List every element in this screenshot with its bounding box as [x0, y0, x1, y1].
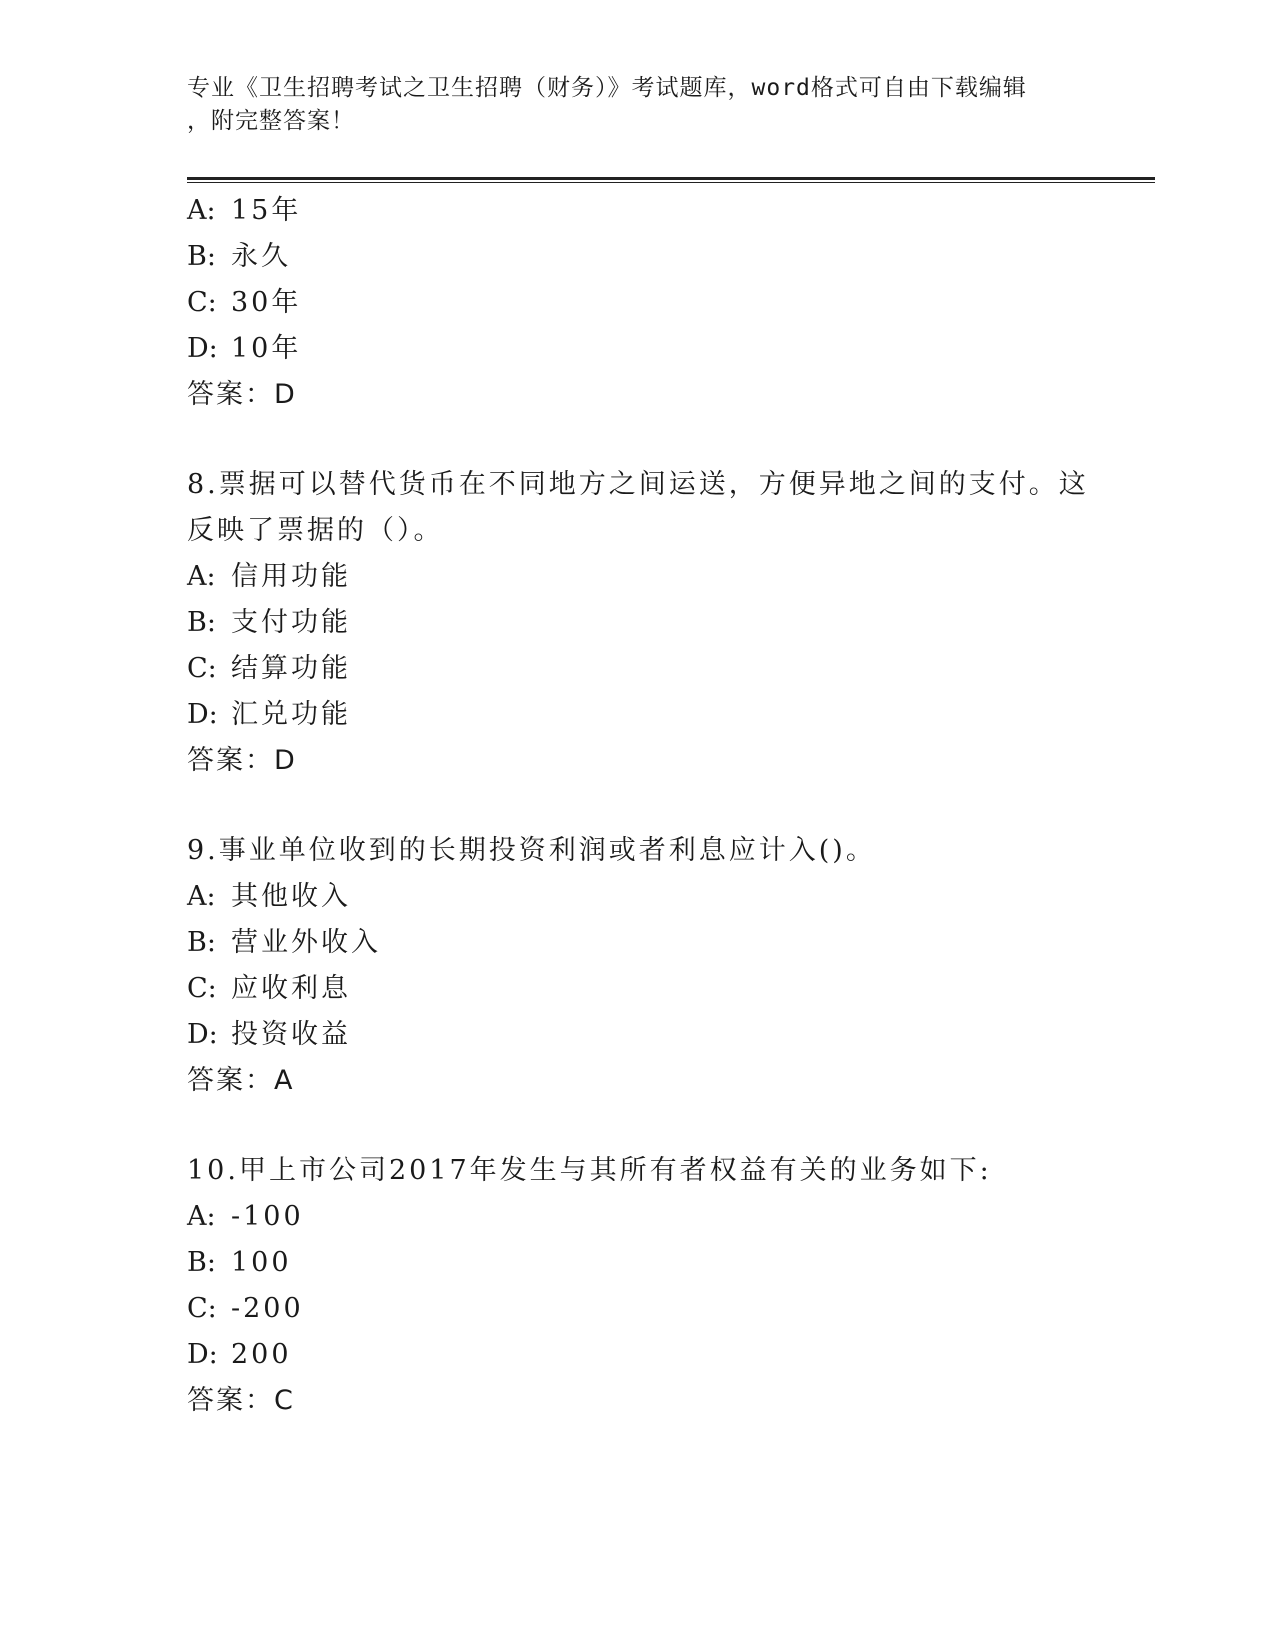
option-key: A: — [187, 1201, 216, 1232]
option-key: D: — [187, 699, 218, 730]
option-c — [187, 1286, 1087, 1332]
question-text-line: 反映了票据的（）。 — [187, 515, 444, 546]
header-title-line-1: 专业《卫生招聘考试之卫生招聘（财务）》考试题库，word格式可自由下载编辑 — [187, 75, 1027, 101]
option-text: 15年 — [231, 195, 302, 226]
option-d — [187, 1332, 1087, 1378]
option-d — [187, 326, 1087, 372]
option-b — [187, 920, 1087, 966]
answer-line: 答案：A — [187, 1065, 295, 1096]
option-b — [187, 1240, 1087, 1286]
option-key: B: — [187, 241, 216, 272]
header-divider-thick — [187, 177, 1155, 180]
option-key: C: — [187, 287, 217, 318]
option-key: A: — [187, 561, 216, 592]
question-block-10 — [187, 1148, 1087, 1424]
option-key: C: — [187, 1293, 217, 1324]
option-text: 应收利息 — [231, 973, 351, 1004]
answer-line: 答案：D — [187, 745, 297, 776]
option-text: 200 — [231, 1339, 292, 1370]
option-a — [187, 1194, 1087, 1240]
option-text: 100 — [231, 1247, 292, 1278]
option-text: 汇兑功能 — [231, 699, 351, 730]
question-list — [187, 188, 1087, 1424]
question-block-7 — [187, 188, 1087, 418]
question-text-line: 8.票据可以替代货币在不同地方之间运送，方便异地之间的支付。这 — [187, 469, 1089, 500]
option-text: 投资收益 — [231, 1019, 351, 1050]
option-key: A: — [187, 881, 216, 912]
option-d — [187, 692, 1087, 738]
option-c — [187, 966, 1087, 1012]
option-text: 营业外收入 — [231, 927, 381, 958]
question-block-8 — [187, 462, 1087, 784]
option-text: 其他收入 — [231, 881, 351, 912]
option-key: D: — [187, 1339, 218, 1370]
option-b — [187, 600, 1087, 646]
answer-line: 答案：D — [187, 379, 297, 410]
option-a — [187, 554, 1087, 600]
option-text: 10年 — [231, 333, 302, 364]
option-d — [187, 1012, 1087, 1058]
option-text: 信用功能 — [231, 561, 351, 592]
option-c — [187, 646, 1087, 692]
question-block-9 — [187, 828, 1087, 1104]
option-text: 结算功能 — [231, 653, 351, 684]
option-a — [187, 874, 1087, 920]
option-key: B: — [187, 607, 216, 638]
option-key: B: — [187, 1247, 216, 1278]
header-divider-thin — [187, 182, 1155, 183]
option-text: 永久 — [231, 241, 291, 272]
option-key: D: — [187, 333, 218, 364]
document-header — [187, 72, 1067, 138]
option-a — [187, 188, 1087, 234]
option-text: 30年 — [231, 287, 302, 318]
option-text: 支付功能 — [231, 607, 351, 638]
option-key: B: — [187, 927, 216, 958]
answer-line: 答案：C — [187, 1385, 295, 1416]
option-key: C: — [187, 973, 217, 1004]
option-text: -100 — [231, 1201, 304, 1232]
option-c — [187, 280, 1087, 326]
option-key: C: — [187, 653, 217, 684]
option-b — [187, 234, 1087, 280]
option-key: D: — [187, 1019, 218, 1050]
option-text: -200 — [231, 1293, 304, 1324]
question-text-line: 10.甲上市公司2017年发生与其所有者权益有关的业务如下: — [187, 1155, 992, 1186]
question-text-line: 9.事业单位收到的长期投资利润或者利息应计入()。 — [187, 835, 876, 866]
header-title-line-2: ，附完整答案！ — [187, 108, 355, 134]
option-key: A: — [187, 195, 216, 226]
